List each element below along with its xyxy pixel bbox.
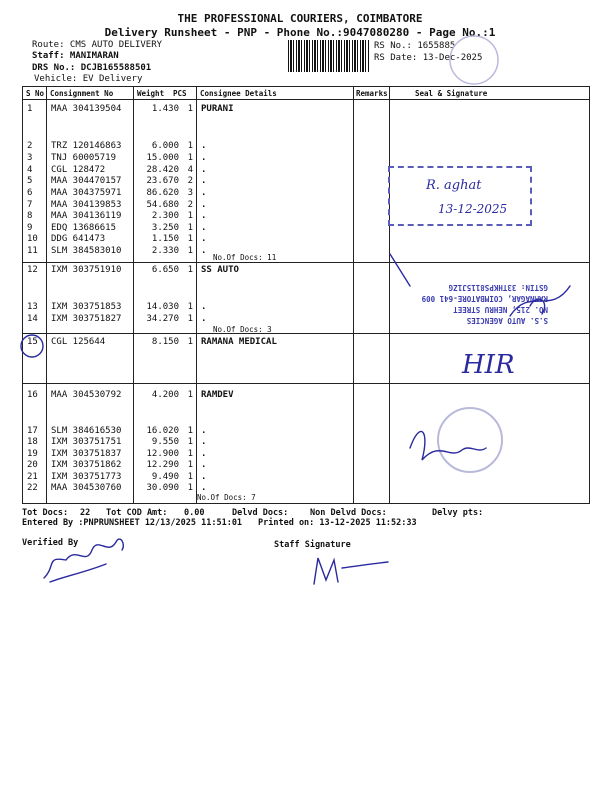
non-delivered-docs-label: Non Delvd Docs: [310, 508, 387, 518]
group-doc-count: No.Of Docs: 3 [213, 325, 272, 334]
table-row: 13 IXM 303751853 14.030 1 . [27, 302, 207, 312]
total-docs-label: Tot Docs: [22, 508, 69, 518]
printed-on: Printed on: 13-12-2025 11:52:33 [258, 518, 417, 528]
vehicle-label: Vehicle: EV Delivery [34, 74, 143, 84]
table-row: 2 TRZ 120146863 6.000 1 . [27, 141, 207, 151]
group-doc-count: No.Of Docs: 11 [213, 253, 277, 262]
table-row: 18 IXM 303751751 9.550 1 . [27, 437, 207, 447]
round-stamp-signature [400, 400, 510, 490]
runsheet-subtitle: Delivery Runsheet - PNP - Phone No.:9047080280 - Page No.:1 [104, 26, 496, 39]
col-pcs: PCS [173, 89, 187, 98]
verified-signature [36, 526, 136, 590]
route-label: Route: CMS AUTO DELIVERY [32, 40, 163, 50]
hir-mark: HIR [462, 350, 515, 380]
delivery-points-label: Delvy pts: [432, 508, 484, 518]
table-row: 10 DDG 641473 1.150 1 . [27, 234, 207, 244]
delivered-docs-label: Delvd Docs: [232, 508, 289, 518]
table-row: 4 CGL 128472 28.420 4 . [27, 165, 207, 175]
faint-round-stamp [440, 34, 510, 90]
col-seal-signature: Seal & Signature [415, 89, 488, 98]
rs-number: RS No.: 1655885 [374, 41, 456, 51]
table-row: 11 SLM 384583010 2.330 1 . [27, 246, 207, 256]
table-row: 19 IXM 303751837 12.900 1 . [27, 449, 207, 459]
table-row: 7 MAA 304139853 54.680 2 . [27, 200, 207, 210]
col-sno: S No [26, 89, 45, 98]
table-row: 14 IXM 303751827 34.270 1 . [27, 314, 207, 324]
table-row: 1 MAA 304139504 1.430 1 PURANI [27, 104, 234, 114]
table-row: 8 MAA 304136119 2.300 1 . [27, 211, 207, 221]
entered-by: Entered By :PNPRUNSHEET 12/13/2025 11:51:01 [22, 518, 243, 528]
table-row: 6 MAA 304375971 86.620 3 . [27, 188, 207, 198]
table-row: 15 CGL 125644 8.150 1 RAMANA MEDICAL [27, 337, 277, 347]
table-row: 5 MAA 304470157 23.670 2 . [27, 176, 207, 186]
table-row: 21 IXM 303751773 9.490 1 . [27, 472, 207, 482]
table-row: 12 IXM 303751910 6.650 1 SS AUTO [27, 265, 239, 275]
total-cod-label: Tot COD Amt: [106, 508, 168, 518]
total-docs-value: 22 [80, 508, 91, 518]
col-weight: Weight [137, 89, 165, 98]
table-row: 20 IXM 303751862 12.290 1 . [27, 460, 207, 470]
table-row: 16 MAA 304530792 4.200 1 RAMDEV [27, 390, 234, 400]
verified-by-label: Verified By [22, 538, 79, 548]
agency-signature [380, 246, 580, 336]
rs-date: RS Date: 13-Dec-2025 [374, 53, 483, 63]
row-15-circle-mark [18, 332, 48, 362]
group-doc-count: No.Of Docs: 7 [197, 493, 256, 502]
col-remarks: Remarks [356, 89, 388, 98]
company-title: THE PROFESSIONAL COURIERS, COIMBATORE [177, 12, 423, 25]
table-row: 3 TNJ 60005719 15.000 1 . [27, 153, 207, 163]
col-consignee: Consignee Details [200, 89, 277, 98]
table-row: 9 EDQ 13686615 3.250 1 . [27, 223, 207, 233]
total-cod-value: 0.00 [184, 508, 205, 518]
staff-signature-label: Staff Signature [274, 540, 351, 550]
agency-stamp: S.S. AUTO AGENCIES NO. 215, NEHRU STREET RAMNAGAR, COIMBATORE-641 009 GSTIN: 33THKPS8115J1ZG [421, 283, 548, 325]
acknowledgement-stamp: R. aghat 13-12-2025 [388, 166, 532, 226]
table-row: 17 SLM 384616530 16.020 1 . [27, 426, 207, 436]
staff-signature [308, 550, 398, 590]
table-row: 22 MAA 304530760 30.090 1 . [27, 483, 207, 493]
barcode [288, 40, 370, 72]
drs-number: DRS No.: DCJB165588501 [32, 63, 152, 73]
col-consignment: Consignment No [50, 89, 114, 98]
staff-label: Staff: MANIMARAN [32, 51, 119, 61]
